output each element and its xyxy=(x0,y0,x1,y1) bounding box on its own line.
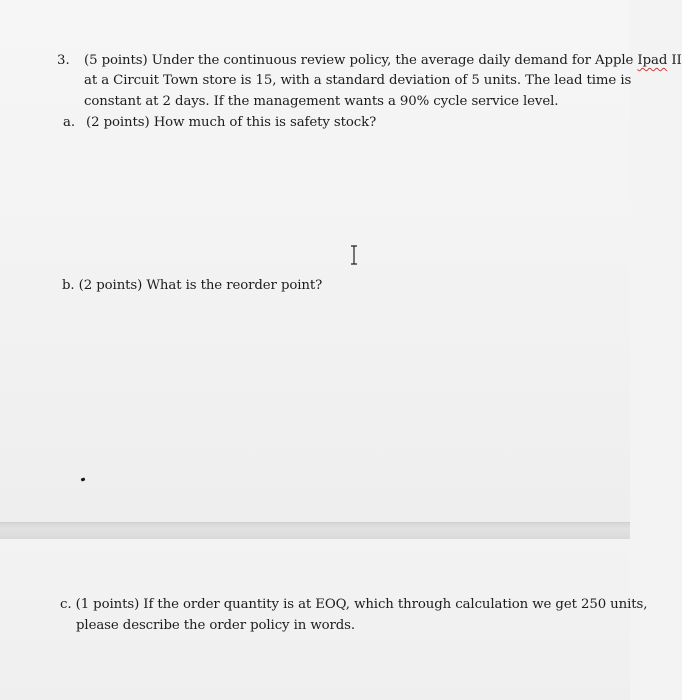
question-3-line-1 xyxy=(84,51,682,72)
part-a-question: (2 points) How much of this is safety stock? xyxy=(86,115,377,130)
question-3-line-1-start: (5 points) Under the continuous review policy, the average daily demand for Apple xyxy=(84,53,638,68)
text-cursor-icon xyxy=(349,245,359,265)
page-break-divider xyxy=(0,522,630,540)
question-number: 3. xyxy=(57,53,70,68)
question-3-line-2: at a Circuit Town store is 15, with a standard deviation of 5 units. The lead time is xyxy=(84,73,632,88)
question-3-line-3: constant at 2 days. If the management wants a 90% cycle service level. xyxy=(84,94,559,109)
spellcheck-flagged-word[interactable]: Ipad xyxy=(637,53,668,68)
part-c-question-line-1: c. (1 points) If the order quantity is at EOQ, which through calculation we get 250 units, xyxy=(60,597,648,612)
part-a-marker: a. xyxy=(63,115,76,130)
part-b-question: b. (2 points) What is the reorder point? xyxy=(62,278,323,293)
question-3-line-1-end: II xyxy=(667,53,682,68)
part-c-question-line-2: please describe the order policy in words. xyxy=(76,618,356,633)
